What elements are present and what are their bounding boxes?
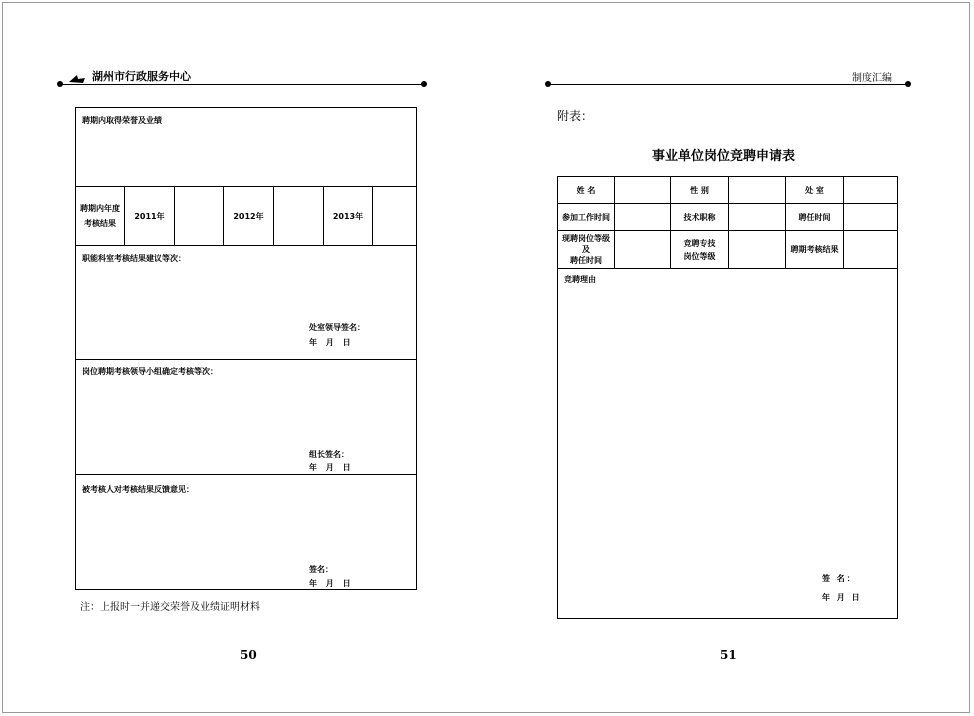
annual-results-label-cell [76, 187, 125, 246]
term-result-value[interactable] [844, 231, 898, 269]
annual-results-label-line1: 聘期内年度 [80, 204, 120, 213]
group-date-label: 年 月 日 [309, 463, 351, 472]
current-grade-label [558, 231, 615, 269]
target-grade-label-line1: 竞聘专技 [683, 238, 716, 248]
dept-suggestion-label: 职能科室考核结果建议等次： [82, 254, 186, 263]
left-header-title: 湖州市行政服务中心 [92, 70, 191, 83]
appoint-time-label: 聘任时间 [786, 204, 844, 231]
applicant-date-label: 年 月 日 [822, 593, 860, 602]
right-rule-dot-left [545, 81, 551, 87]
year-2011-cell: 2011年 [125, 187, 175, 246]
year-2011-value[interactable] [175, 187, 224, 246]
target-grade-label-line2: 岗位等级 [683, 251, 716, 261]
year-2012-cell: 2012年 [224, 187, 274, 246]
tech-title-value[interactable] [729, 204, 786, 231]
current-grade-label-line3: 聘任时间 [570, 256, 602, 265]
left-page-number: 50 [240, 648, 257, 662]
current-grade-label-line1: 现聘岗位等级 [562, 234, 610, 243]
term-result-label: 聘期考核结果 [786, 231, 844, 269]
group-grade-label: 岗位聘期考核领导小组确定考核等次： [82, 367, 218, 376]
form-title: 事业单位岗位竞聘申请表 [652, 149, 796, 164]
feedback-date-label: 年 月 日 [309, 579, 351, 588]
name-label: 姓 名 [558, 177, 615, 204]
dept-date-label: 年 月 日 [309, 338, 351, 347]
current-grade-value[interactable] [615, 231, 671, 269]
reason-section[interactable] [558, 269, 898, 619]
left-rule-dot-left [57, 81, 63, 87]
year-2013-value[interactable] [373, 187, 417, 246]
department-value[interactable] [844, 177, 898, 204]
annual-results-label-line2: 考核结果 [84, 219, 116, 228]
year-2013-cell: 2013年 [324, 187, 373, 246]
department-label: 处 室 [786, 177, 844, 204]
right-header-rule [548, 84, 908, 85]
tech-title-label: 技术职称 [671, 204, 729, 231]
name-value[interactable] [615, 177, 671, 204]
right-rule-dot-right [905, 81, 911, 87]
target-grade-label [671, 231, 729, 269]
honors-label: 聘期内取得荣誉及业绩 [82, 116, 162, 125]
dept-leader-signature-label: 处室领导签名： [309, 323, 365, 332]
appoint-time-value[interactable] [844, 204, 898, 231]
left-footnote: 注：上报时一并递交荣誉及业绩证明材料 [80, 602, 260, 613]
left-header-rule [62, 84, 424, 85]
current-grade-label-line2: 及 [582, 245, 590, 254]
year-2012-value[interactable] [274, 187, 324, 246]
applicant-signature-label: 签 名： [822, 574, 857, 583]
left-appraisal-table [75, 107, 417, 590]
application-table [557, 176, 898, 619]
gender-value[interactable] [729, 177, 786, 204]
appendix-label: 附表： [557, 109, 594, 123]
honors-section [76, 108, 417, 187]
group-leader-signature-label: 组长签名： [309, 450, 349, 459]
feedback-section [76, 475, 417, 590]
right-page-number: 51 [720, 648, 737, 662]
gender-label: 性 别 [671, 177, 729, 204]
feedback-signature-label: 签名： [309, 565, 333, 574]
reason-label: 竞聘理由 [564, 275, 596, 284]
target-grade-value[interactable] [729, 231, 786, 269]
right-header-title: 制度汇编 [852, 73, 892, 84]
dept-suggestion-section [76, 246, 417, 360]
work-start-label: 参加工作时间 [558, 204, 615, 231]
left-rule-dot-right [421, 81, 427, 87]
feedback-label: 被考核人对考核结果反馈意见： [82, 485, 194, 494]
work-start-value[interactable] [615, 204, 671, 231]
ship-logo-icon [68, 70, 86, 82]
group-grade-section [76, 360, 417, 475]
